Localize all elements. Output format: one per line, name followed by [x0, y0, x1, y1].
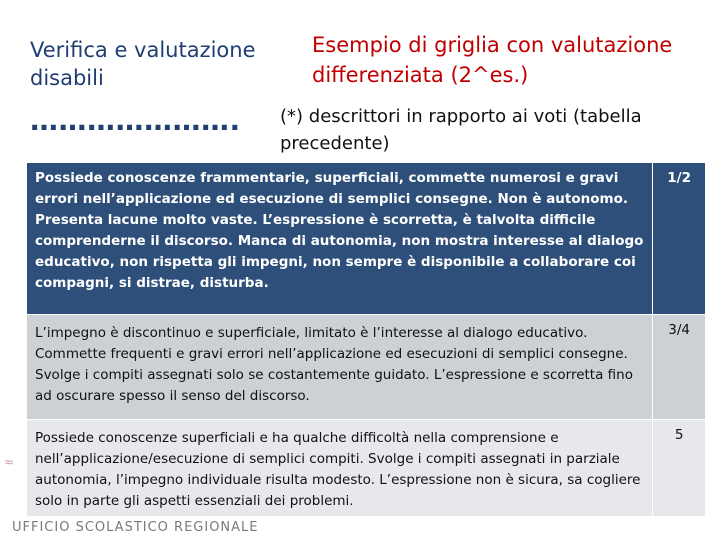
footer-logo: UFFICIO SCOLASTICO REGIONALE — [12, 520, 259, 535]
table-row — [27, 420, 706, 517]
logo-mark-icon: ≈ — [4, 455, 15, 469]
table-row — [27, 163, 706, 315]
row-description: L’impegno è discontinuo e superficiale, limitato è l’interesse al dialogo educativo. Commette frequenti e gravi errori nell’applicazione ed esecuzioni di semplici consegne. Svolge i compiti assegnati solo se costantemente guidato. L’espressione e scorretta fino ad oscurare spesso il senso del discorso. — [27, 315, 653, 420]
dotted-placeholder: …………………. — [30, 104, 241, 137]
evaluation-grid — [26, 162, 706, 517]
slide-title: Esempio di griglia con valutazione differenziata (2^es.) — [312, 33, 673, 87]
table-row — [27, 315, 706, 420]
row-score: 1/2 — [653, 163, 706, 315]
row-score: 3/4 — [653, 315, 706, 420]
row-score: 5 — [653, 420, 706, 517]
row-description: Possiede conoscenze superficiali e ha qualche difficoltà nella comprensione e nell’applicazione/esecuzione di semplici compiti. Svolge i compiti assegnati in parziale autonomia, l’impegno individuale risulta modesto. L’espressione non è sicura, sa cogliere solo in parte gli aspetti essenziali dei problemi. — [27, 420, 653, 517]
slide-subtitle: (*) descrittori in rapporto ai voti (tabella precedente) — [280, 106, 642, 154]
row-description: Possiede conoscenze frammentarie, superficiali, commette numerosi e gravi errori nell’applicazione ed esecuzione di semplici consegne. Non è autonomo. Presenta lacune molto vaste. L’espressione è scorretta, è talvolta difficile comprenderne il discorso. Manca di autonomia, non mostra interesse al dialogo educativo, non rispetta gli impegni, non sempre è disponibile a collaborare coi compagni, si distrae, disturba. — [27, 163, 653, 315]
side-title: Verifica e valutazione disabili — [30, 38, 256, 90]
